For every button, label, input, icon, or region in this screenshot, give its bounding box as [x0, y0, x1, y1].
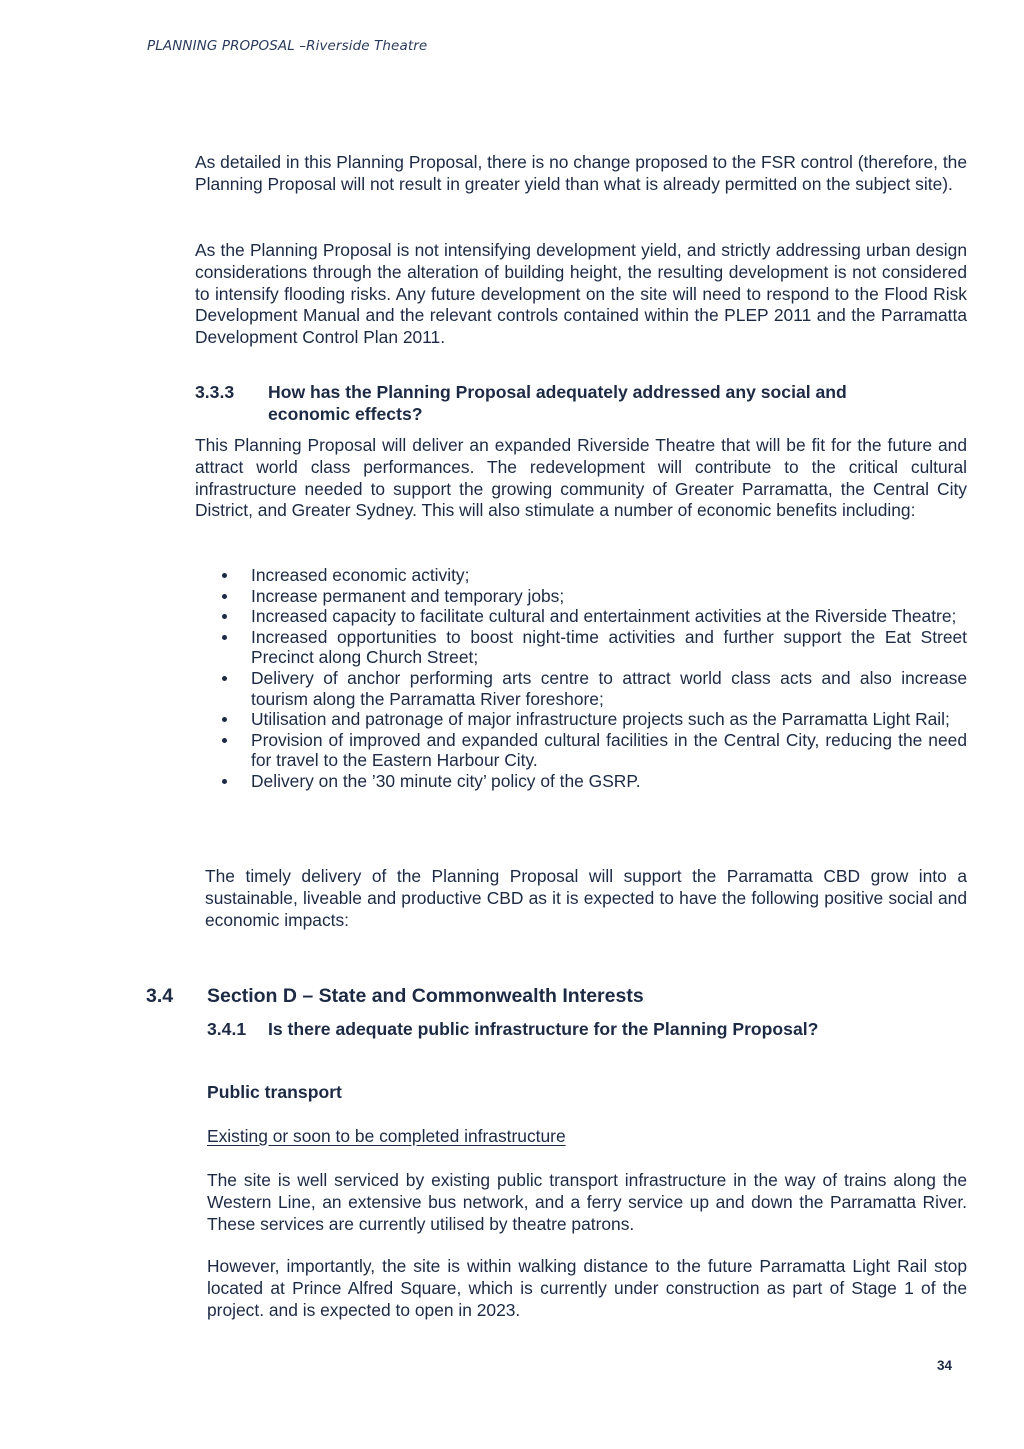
section-3-4-title: Section D – State and Commonwealth Interests	[207, 985, 644, 1007]
page-number: 34	[937, 1358, 953, 1373]
paragraph-light-rail: However, importantly, the site is within walking distance to the future Parramatta Light Rail stop located at Prince Alfred Square, which is currently under construction as part of Stage 1 of the project. and is expected to open in 2023.	[207, 1256, 967, 1320]
list-item: Increased opportunities to boost night-time activities and further support the Eat Street Precinct along Church Street;	[222, 627, 967, 668]
bullet-icon	[222, 779, 227, 784]
existing-infrastructure-heading: Existing or soon to be completed infrastructure	[207, 1126, 566, 1146]
list-item: Increased capacity to facilitate cultural and entertainment activities at the Riverside Theatre;	[222, 606, 967, 627]
heading-3-4-1-number: 3.4.1	[207, 1019, 247, 1039]
bullet-icon	[222, 717, 227, 722]
paragraph-timely-delivery: The timely delivery of the Planning Proposal will support the Parramatta CBD grow into a sustainable, liveable and productive CBD as it is expected to have the following positive social and economic impacts:	[205, 866, 967, 930]
heading-3-3-3-number: 3.3.3	[195, 382, 235, 402]
bullet-icon	[222, 738, 227, 743]
bullet-icon	[222, 594, 227, 599]
public-transport-heading: Public transport	[207, 1082, 342, 1102]
section-3-4-number: 3.4	[146, 985, 174, 1007]
list-item: Utilisation and patronage of major infrastructure projects such as the Parramatta Light Rail;	[222, 709, 967, 730]
list-item: Increased economic activity;	[222, 565, 967, 586]
bullet-icon	[222, 614, 227, 619]
list-item: Increase permanent and temporary jobs;	[222, 586, 967, 607]
list-item: Delivery of anchor performing arts centre to attract world class acts and also increase tourism along the Parramatta River foreshore;	[222, 668, 967, 709]
bullet-icon	[222, 676, 227, 681]
paragraph-theatre-benefits: This Planning Proposal will deliver an expanded Riverside Theatre that will be fit for the future and attract world class performances. The redevelopment will contribute to the critical cultural infrastructure needed to support the growing community of Greater Parramatta, the Central City District, and Greater Sydney. This will also stimulate a number of economic benefits including:	[195, 435, 967, 521]
paragraph-existing-transport: The site is well serviced by existing public transport infrastructure in the way of trains along the Western Line, an extensive bus network, and a ferry service up and down the Parramatta River. These services are currently utilised by theatre patrons.	[207, 1170, 967, 1234]
bullet-icon	[222, 573, 227, 578]
paragraph-flooding: As the Planning Proposal is not intensifying development yield, and strictly addressing urban design considerations through the alteration of building height, the resulting development is not considered to intensify flooding risks. Any future development on the site will need to respond to the Flood Risk Development Manual and the relevant controls contained within the PLEP 2011 and the Parramatta Development Control Plan 2011.	[195, 240, 967, 348]
paragraph-fsr: As detailed in this Planning Proposal, there is no change proposed to the FSR control (therefore, the Planning Proposal will not result in greater yield than what is already permitted on the subject site).	[195, 152, 967, 194]
economic-benefits-list	[222, 565, 967, 792]
bullet-icon	[222, 635, 227, 640]
list-item: Delivery on the ’30 minute city’ policy of the GSRP.	[222, 771, 967, 792]
running-header: PLANNING PROPOSAL –Riverside Theatre	[147, 38, 428, 54]
list-item: Provision of improved and expanded cultural facilities in the Central City, reducing the need for travel to the Eastern Harbour City.	[222, 730, 967, 771]
heading-3-4-1-text: Is there adequate public infrastructure for the Planning Proposal?	[268, 1019, 819, 1039]
heading-3-3-3-text: How has the Planning Proposal adequately addressed any social and economic effects?	[268, 382, 847, 424]
